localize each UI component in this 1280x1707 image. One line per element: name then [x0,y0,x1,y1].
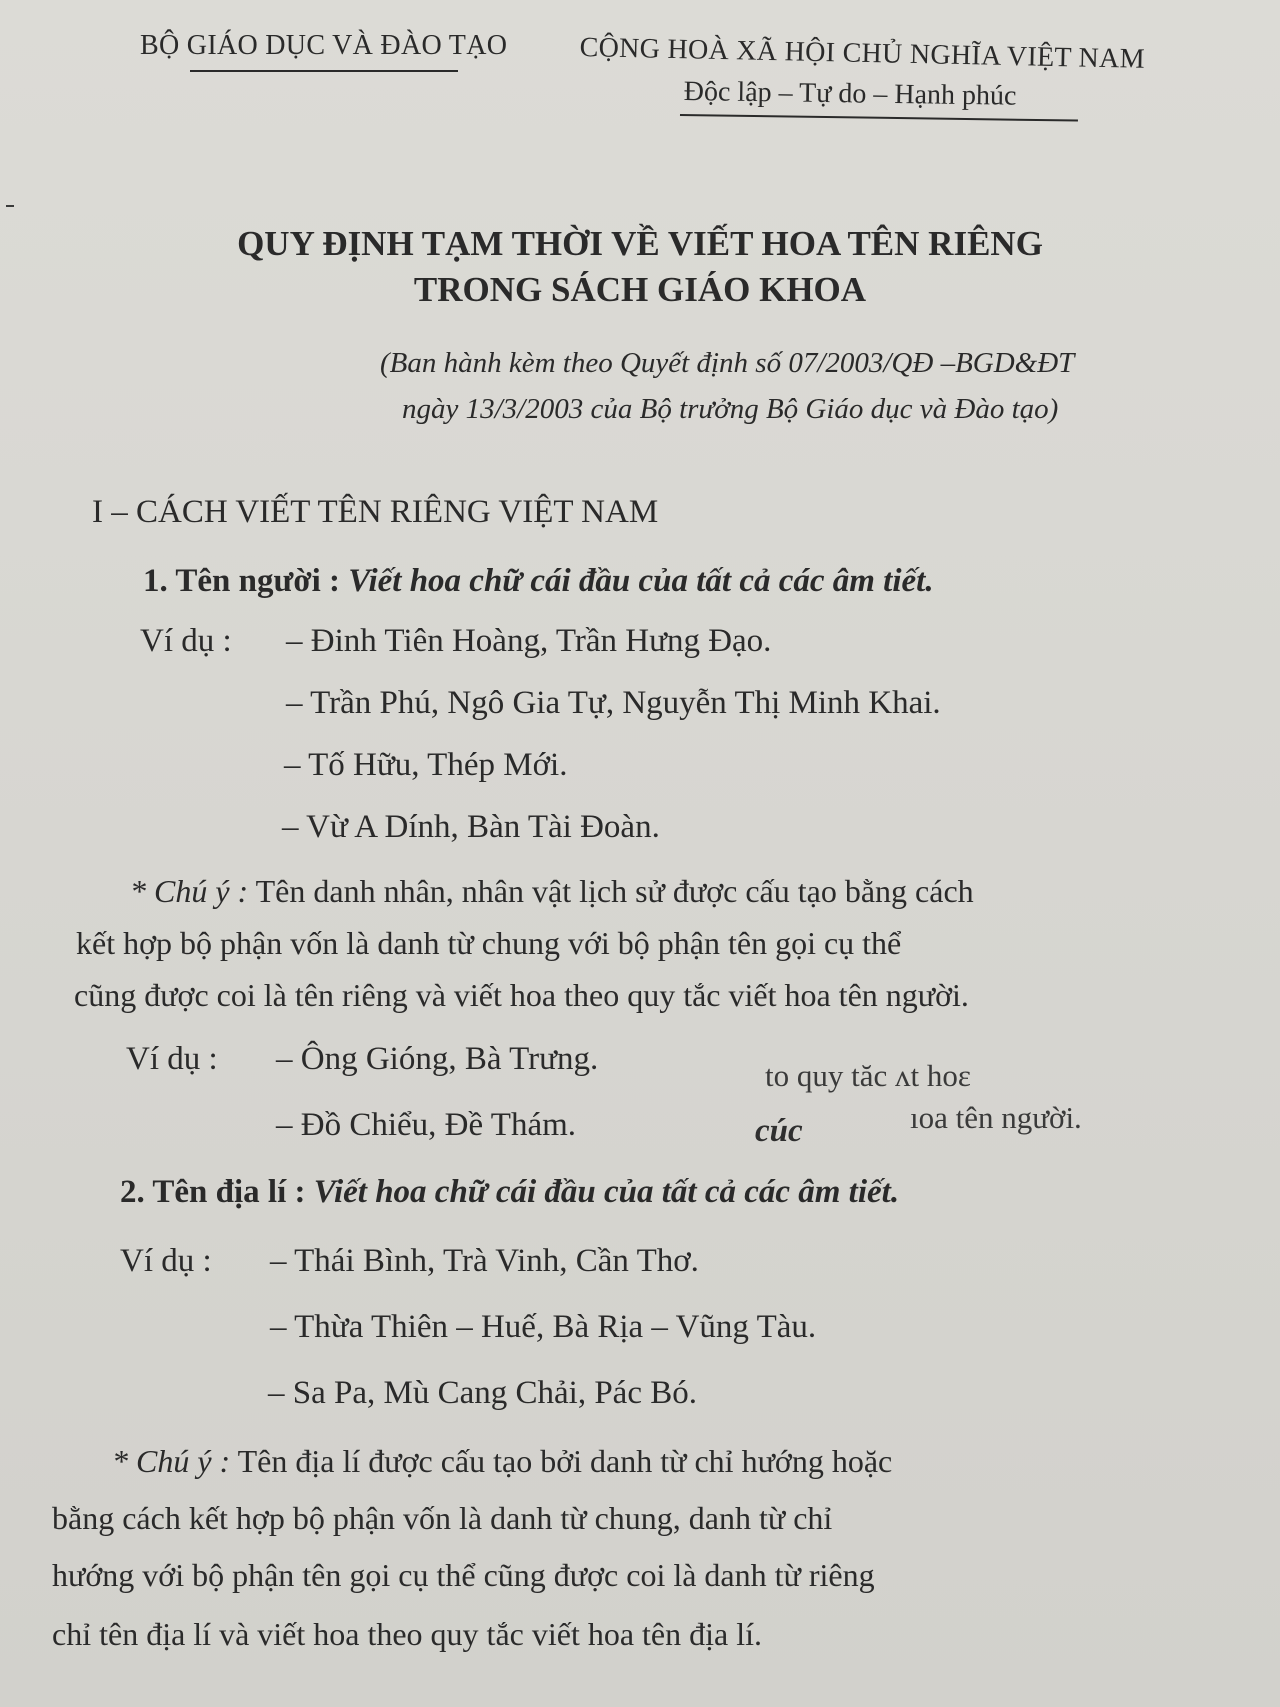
item2-example-label: Ví dụ : [120,1243,212,1279]
item1-example-1: – Đinh Tiên Hoàng, Trần Hưng Đạo. [286,623,772,659]
item1-example2-label: Ví dụ : [126,1041,218,1077]
ministry-name: BỘ GIÁO DỤC VÀ ĐÀO TẠO [140,30,508,61]
item2-note-label: * Chú ý : [112,1443,231,1479]
item2-note-line2: bằng cách kết hợp bộ phận vốn là danh từ chung, danh từ chỉ [52,1500,833,1536]
ministry-underline [190,70,458,72]
item1-example-3: – Tố Hữu, Thép Mới. [284,747,568,783]
item1-heading [143,563,934,600]
item2-note-line1 [112,1443,892,1480]
document-title-line2: TRONG SÁCH GIÁO KHOA [413,270,867,309]
overlay-text-2: cúc [755,1113,803,1149]
item2-example-3: – Sa Pa, Mù Cang Chải, Pác Bó. [268,1375,697,1411]
document-title-line1: QUY ĐỊNH TẠM THỜI VỀ VIẾT HOA TÊN RIÊNG [237,224,1043,263]
item1-note-line2: kết hợp bộ phận vốn là danh từ chung với bộ phận tên gọi cụ thể [76,925,902,961]
page-edge-mark [6,205,14,207]
item2-note-line3: hướng với bộ phận tên gọi cụ thể cũng được coi là danh từ riêng [52,1557,875,1593]
item1-note-line1 [130,873,974,910]
item2-example-2: – Thừa Thiên – Huế, Bà Rịa – Vũng Tàu. [270,1309,817,1345]
item1-example-2: – Trần Phú, Ngô Gia Tự, Nguyễn Thị Minh Khai. [286,685,941,721]
item1-note-line3: cũng được coi là tên riêng và viết hoa theo quy tắc viết hoa tên người. [74,977,969,1013]
national-motto: Độc lập – Tự do – Hạnh phúc [683,76,1017,112]
item1-note-label: * Chú ý : [130,873,249,909]
item2-note-line4: chỉ tên địa lí và viết hoa theo quy tắc viết hoa tên địa lí. [52,1616,762,1652]
overlay-text-3: ıoa tên người. [910,1100,1082,1135]
item1-example2-1: – Ông Gióng, Bà Trưng. [276,1041,599,1077]
item1-label: 1. Tên người : [143,563,341,599]
overlay-text-1: to quy tăc ʌt hoɛ [765,1058,971,1093]
item1-note-text1: Tên danh nhân, nhân vật lịch sử được cấu tạo bằng cách [255,873,974,909]
item2-example-1: – Thái Bình, Trà Vinh, Cần Thơ. [270,1243,699,1279]
issued-line1: (Ban hành kèm theo Quyết định số 07/2003/QĐ –BGD&ĐT [380,347,1075,379]
item2-note-text1: Tên địa lí được cấu tạo bởi danh từ chỉ hướng hoặc [237,1443,893,1479]
item2-heading [120,1174,899,1211]
item2-rule: Viết hoa chữ cái đầu của tất cả các âm tiết. [313,1174,900,1210]
item1-example2-2: – Đồ Chiểu, Đề Thám. [276,1107,577,1143]
item1-example-label: Ví dụ : [140,623,232,659]
item1-rule: Viết hoa chữ cái đầu của tất cả các âm tiết. [348,563,934,599]
section-heading: I – CÁCH VIẾT TÊN RIÊNG VIỆT NAM [92,494,659,530]
motto-underline [680,114,1078,122]
item1-example-4: – Vừ A Dính, Bàn Tài Đoàn. [282,809,660,845]
republic-name: CỘNG HOÀ XÃ HỘI CHỦ NGHĨA VIỆT NAM [579,32,1146,75]
issued-line2: ngày 13/3/2003 của Bộ trưởng Bộ Giáo dục và Đào tạo) [402,393,1059,425]
item2-label: 2. Tên địa lí : [120,1174,306,1210]
